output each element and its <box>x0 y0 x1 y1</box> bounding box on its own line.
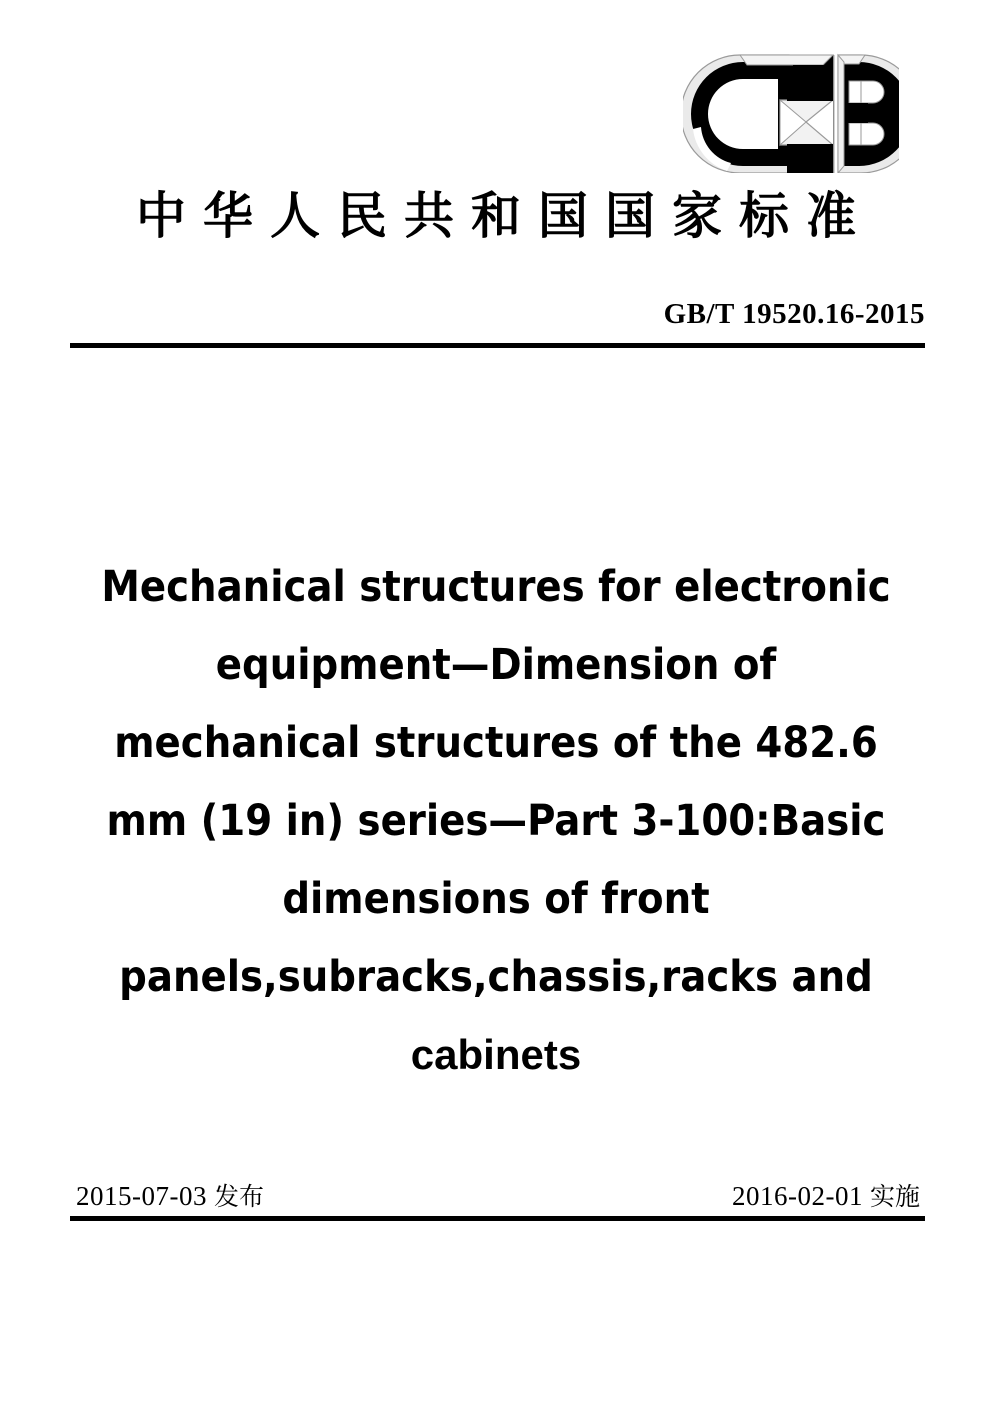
issue-label: 发布 <box>213 1182 264 1211</box>
title-line-5: dimensions of front <box>282 874 710 924</box>
footer-divider <box>70 1216 925 1221</box>
issue-date: 2015-07-03 <box>76 1181 207 1211</box>
effective-date: 2016-02-01 <box>732 1181 863 1211</box>
title-line-7: cabinets <box>410 1031 582 1078</box>
title-line-3: mechanical structures of the 482.6 <box>114 718 878 768</box>
effective-label: 实施 <box>869 1182 920 1211</box>
title-line-2: equipment—Dimension of <box>215 640 777 690</box>
national-standard-header: 中华人民共和国国家标准 <box>136 187 873 245</box>
gb-emblem-logo <box>683 53 899 173</box>
title-line-1: Mechanical structures for electronic <box>101 562 891 612</box>
header-divider <box>70 343 925 348</box>
title-line-6: panels,subracks,chassis,racks and <box>119 952 873 1002</box>
issue-date-group <box>76 1180 264 1213</box>
effective-date-group <box>732 1180 920 1213</box>
standard-number: GB/T 19520.16-2015 <box>663 298 925 330</box>
document-title <box>96 548 896 1094</box>
title-line-4: mm (19 in) series—Part 3-100:Basic <box>106 796 886 846</box>
